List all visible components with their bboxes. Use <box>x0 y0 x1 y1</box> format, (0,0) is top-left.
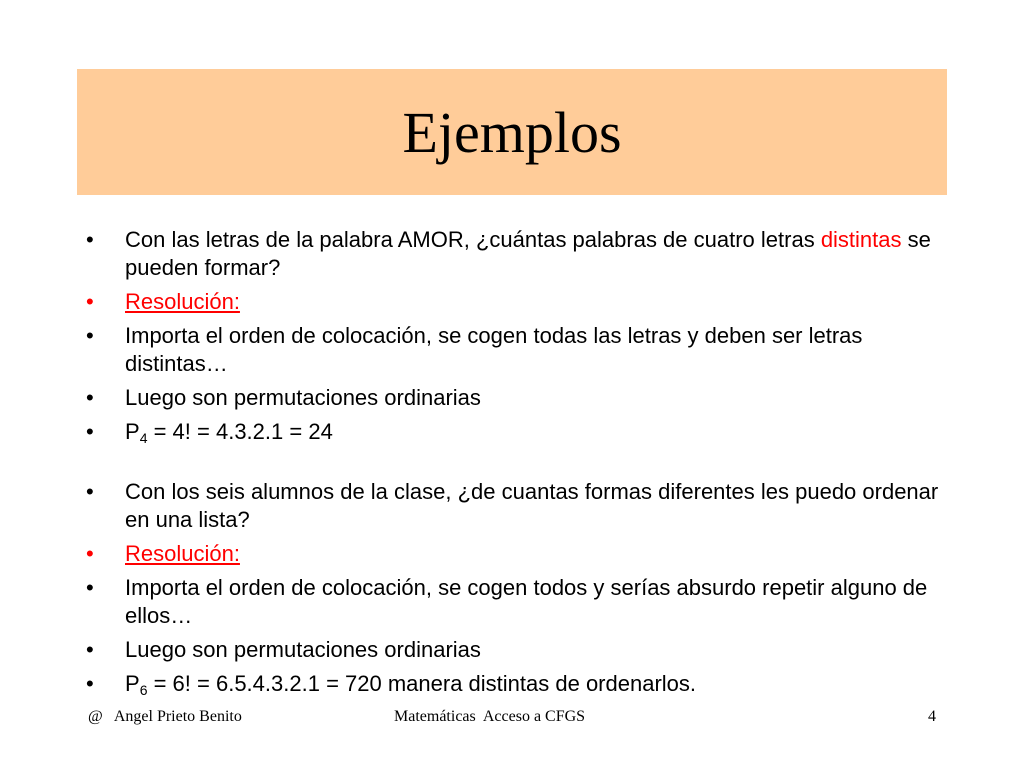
list-item <box>86 478 956 534</box>
bullet-icon: • <box>86 479 94 504</box>
list-item <box>86 418 956 446</box>
bullet-icon: • <box>86 289 94 314</box>
bullet-icon: • <box>86 541 94 566</box>
slide-title: Ejemplos <box>402 99 622 165</box>
list-item <box>86 384 956 412</box>
list-item <box>86 574 956 630</box>
conclusion-text: Luego son permutaciones ordinarias <box>125 385 481 410</box>
bullet-icon: • <box>86 637 94 662</box>
conclusion-text: Luego son permutaciones ordinarias <box>125 637 481 662</box>
question-text-end: se pueden formar? <box>125 227 931 280</box>
bullet-icon: • <box>86 323 94 348</box>
formula-symbol: P <box>125 671 140 696</box>
reasoning-text: Importa el orden de colocación, se cogen todas las letras y deben ser letras distintas… <box>125 323 863 376</box>
footer-course: Matemáticas Acceso a CFGS <box>394 708 586 725</box>
formula-symbol: P <box>125 419 140 444</box>
formula-text: = 6! = 6.5.4.3.2.1 = 720 manera distintas de ordenarlos. <box>147 671 697 696</box>
bullet-list <box>86 226 956 704</box>
bullet-icon: • <box>86 575 94 600</box>
resolution-label: Resolución: <box>125 289 240 314</box>
question-text: Con las letras de la palabra AMOR, ¿cuántas palabras de cuatro letras <box>125 227 821 252</box>
formula-subscript: 6 <box>139 682 148 698</box>
footer-author: @ Angel Prieto Benito <box>88 708 242 725</box>
spacer <box>86 452 956 478</box>
formula-subscript: 4 <box>139 430 148 446</box>
resolution-label: Resolución: <box>125 541 240 566</box>
question-text: Con los seis alumnos de la clase, ¿de cuantas formas diferentes les puedo ordenar en una lista? <box>125 479 939 532</box>
list-item <box>86 288 956 316</box>
list-item <box>86 670 956 698</box>
list-item <box>86 540 956 568</box>
bullet-icon: • <box>86 385 94 410</box>
list-item <box>86 226 956 282</box>
title-box <box>77 69 947 195</box>
reasoning-text: Importa el orden de colocación, se cogen todos y serías absurdo repetir alguno de ellos… <box>125 575 928 628</box>
footer-page-number: 4 <box>928 708 936 725</box>
list-item <box>86 322 956 378</box>
bullet-icon: • <box>86 227 94 252</box>
formula-text: = 4! = 4.3.2.1 = 24 <box>147 419 333 444</box>
list-item <box>86 636 956 664</box>
bullet-icon: • <box>86 671 94 696</box>
bullet-icon: • <box>86 419 94 444</box>
highlight-text: distintas <box>820 227 902 252</box>
